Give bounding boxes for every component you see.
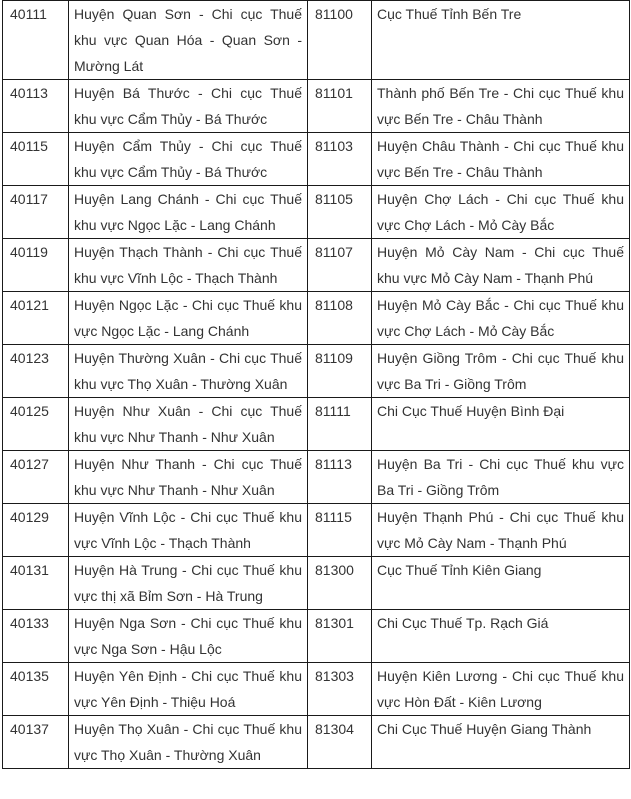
code-right-cell: 81300 (308, 557, 372, 610)
name-left-cell: Huyện Vĩnh Lộc - Chi cục Thuế khu vực Vĩnh Lộc - Thạch Thành (69, 504, 308, 557)
code-right-cell: 81115 (308, 504, 372, 557)
table-row (3, 345, 630, 398)
code-left-cell: 40127 (3, 451, 69, 504)
name-right-cell: Chi Cục Thuế Huyện Giang Thành (372, 716, 630, 769)
name-right-cell: Huyện Giồng Trôm - Chi cục Thuế khu vực Ba Tri - Giồng Trôm (372, 345, 630, 398)
name-right-cell: Cục Thuế Tỉnh Bến Tre (372, 1, 630, 80)
table-row (3, 133, 630, 186)
name-left-cell: Huyện Thọ Xuân - Chi cục Thuế khu vực Thọ Xuân - Thường Xuân (69, 716, 308, 769)
code-left-cell: 40131 (3, 557, 69, 610)
name-left-cell: Huyện Như Thanh - Chi cục Thuế khu vực Như Thanh - Như Xuân (69, 451, 308, 504)
table-row (3, 398, 630, 451)
code-right-cell: 81301 (308, 610, 372, 663)
code-left-cell: 40111 (3, 1, 69, 80)
name-right-cell: Huyện Thạnh Phú - Chi cục Thuế khu vực Mỏ Cày Nam - Thạnh Phú (372, 504, 630, 557)
name-right-cell: Cục Thuế Tỉnh Kiên Giang (372, 557, 630, 610)
name-left-cell: Huyện Hà Trung - Chi cục Thuế khu vực thị xã Bỉm Sơn - Hà Trung (69, 557, 308, 610)
name-right-cell: Huyện Ba Tri - Chi cục Thuế khu vực Ba Tri - Giồng Trôm (372, 451, 630, 504)
table-body (3, 1, 630, 769)
name-right-cell: Huyện Chợ Lách - Chi cục Thuế khu vực Chợ Lách - Mỏ Cày Bắc (372, 186, 630, 239)
code-right-cell: 81105 (308, 186, 372, 239)
code-right-cell: 81108 (308, 292, 372, 345)
code-left-cell: 40119 (3, 239, 69, 292)
code-right-cell: 81111 (308, 398, 372, 451)
table-row (3, 186, 630, 239)
code-left-cell: 40129 (3, 504, 69, 557)
code-left-cell: 40135 (3, 663, 69, 716)
table-row (3, 1, 630, 80)
name-left-cell: Huyện Cẩm Thủy - Chi cục Thuế khu vực Cẩm Thủy - Bá Thước (69, 133, 308, 186)
code-right-cell: 81100 (308, 1, 372, 80)
code-left-cell: 40113 (3, 80, 69, 133)
table-row (3, 80, 630, 133)
name-right-cell: Chi Cục Thuế Huyện Bình Đại (372, 398, 630, 451)
code-right-cell: 81113 (308, 451, 372, 504)
name-right-cell: Huyện Mỏ Cày Nam - Chi cục Thuế khu vực Mỏ Cày Nam - Thạnh Phú (372, 239, 630, 292)
table-row (3, 239, 630, 292)
name-left-cell: Huyện Lang Chánh - Chi cục Thuế khu vực Ngọc Lặc - Lang Chánh (69, 186, 308, 239)
code-right-cell: 81109 (308, 345, 372, 398)
code-left-cell: 40137 (3, 716, 69, 769)
name-right-cell: Thành phố Bến Tre - Chi cục Thuế khu vực Bến Tre - Châu Thành (372, 80, 630, 133)
name-left-cell: Huyện Bá Thước - Chi cục Thuế khu vực Cẩm Thủy - Bá Thước (69, 80, 308, 133)
name-right-cell: Huyện Châu Thành - Chi cục Thuế khu vực Bến Tre - Châu Thành (372, 133, 630, 186)
name-left-cell: Huyện Quan Sơn - Chi cục Thuế khu vực Quan Hóa - Quan Sơn - Mường Lát (69, 1, 308, 80)
name-left-cell: Huyện Ngọc Lặc - Chi cục Thuế khu vực Ngọc Lặc - Lang Chánh (69, 292, 308, 345)
code-right-cell: 81101 (308, 80, 372, 133)
name-right-cell: Huyện Mỏ Cày Bắc - Chi cục Thuế khu vực Chợ Lách - Mỏ Cày Bắc (372, 292, 630, 345)
name-right-cell: Chi Cục Thuế Tp. Rạch Giá (372, 610, 630, 663)
name-left-cell: Huyện Yên Định - Chi cục Thuế khu vực Yên Định - Thiệu Hoá (69, 663, 308, 716)
name-left-cell: Huyện Thạch Thành - Chi cục Thuế khu vực Vĩnh Lộc - Thạch Thành (69, 239, 308, 292)
code-left-cell: 40133 (3, 610, 69, 663)
code-right-cell: 81103 (308, 133, 372, 186)
code-right-cell: 81303 (308, 663, 372, 716)
code-right-cell: 81304 (308, 716, 372, 769)
table-row (3, 451, 630, 504)
table-row (3, 292, 630, 345)
name-right-cell: Huyện Kiên Lương - Chi cục Thuế khu vực Hòn Đất - Kiên Lương (372, 663, 630, 716)
code-left-cell: 40125 (3, 398, 69, 451)
code-left-cell: 40123 (3, 345, 69, 398)
table-row (3, 504, 630, 557)
name-left-cell: Huyện Như Xuân - Chi cục Thuế khu vực Như Thanh - Như Xuân (69, 398, 308, 451)
table-row (3, 557, 630, 610)
code-left-cell: 40117 (3, 186, 69, 239)
code-right-cell: 81107 (308, 239, 372, 292)
table-row (3, 610, 630, 663)
name-left-cell: Huyện Thường Xuân - Chi cục Thuế khu vực Thọ Xuân - Thường Xuân (69, 345, 308, 398)
code-left-cell: 40115 (3, 133, 69, 186)
code-left-cell: 40121 (3, 292, 69, 345)
table-row (3, 663, 630, 716)
table-row (3, 716, 630, 769)
tax-office-table (2, 0, 630, 769)
name-left-cell: Huyện Nga Sơn - Chi cục Thuế khu vực Nga Sơn - Hậu Lộc (69, 610, 308, 663)
